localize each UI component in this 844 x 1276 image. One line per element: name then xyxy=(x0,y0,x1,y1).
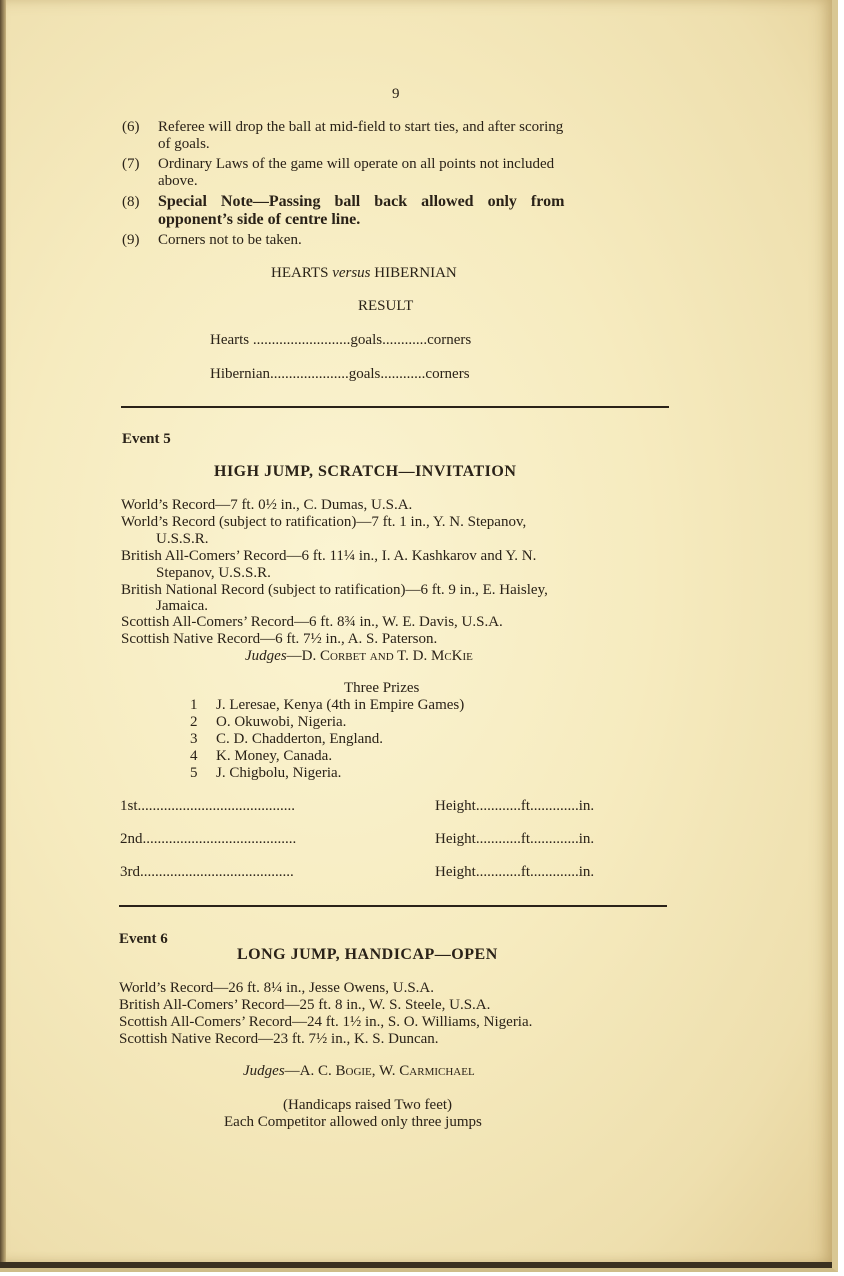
event-5-record-line: U.S.S.R. xyxy=(156,531,209,547)
placing-height-2nd: Height............ft.............in. xyxy=(435,831,595,847)
result-goals-label: goals xyxy=(348,366,381,382)
competitor-entry xyxy=(190,697,464,714)
in-label: in. xyxy=(578,864,595,880)
event-5-record-line: World’s Record (subject to ratification)—7 ft. 1 in., Y. N. Stepanov, xyxy=(121,514,527,530)
competitor-entry xyxy=(190,765,341,782)
match-versus: versus xyxy=(332,265,371,281)
height-label: Height xyxy=(435,864,476,880)
placing-label: 3rd xyxy=(120,864,140,880)
event-6-record-line: Scottish Native Record—23 ft. 7½ in., K. S. Duncan. xyxy=(119,1031,439,1047)
event-5-record-line: Scottish Native Record—6 ft. 7½ in., A. S. Paterson. xyxy=(121,631,438,647)
competitor-name: C. D. Chadderton, England. xyxy=(216,731,384,747)
event-5-record-line: British National Record (subject to ratification)—6 ft. 9 in., E. Haisley, xyxy=(121,582,548,598)
ft-label: ft xyxy=(520,798,530,814)
event-6-record-line: British All-Comers’ Record—25 ft. 8 in., W. S. Steele, U.S.A. xyxy=(119,997,491,1013)
placing-row-1st: 1st.......................................... xyxy=(120,798,296,814)
event-5-record-line: British All-Comers’ Record—6 ft. 11¼ in., I. A. Kashkarov and Y. N. xyxy=(121,548,537,564)
judges-label: Judges xyxy=(245,648,287,664)
event-6-note-handicaps: (Handicaps raised Two feet) xyxy=(283,1097,453,1113)
placing-label: 1st xyxy=(120,798,138,814)
competitor-entry xyxy=(190,714,346,731)
judges-names: —A. C. Bogie, W. Carmichael xyxy=(284,1063,475,1079)
rule-6-number: (6) xyxy=(122,119,140,135)
result-row-hibernian: Hibernian.....................goals............corners xyxy=(210,366,470,382)
in-label: in. xyxy=(578,831,595,847)
rule-9-number: (9) xyxy=(122,232,140,248)
event-5-record-line: World’s Record—7 ft. 0½ in., C. Dumas, U.S.A. xyxy=(121,497,413,513)
event-5-judges xyxy=(245,648,473,665)
height-label: Height xyxy=(435,798,476,814)
placing-height-1st: Height............ft.............in. xyxy=(435,798,595,814)
competitor-entry xyxy=(190,731,383,748)
placing-row-3rd: 3rd......................................... xyxy=(120,864,294,880)
rule-6-line1: Referee will drop the ball at mid-field to start ties, and after scoring xyxy=(158,119,564,135)
event-6-note-jumps: Each Competitor allowed only three jumps xyxy=(224,1114,482,1130)
event-6-label: Event 6 xyxy=(119,931,168,947)
page-bottom-edge xyxy=(0,1262,832,1268)
match-team-hearts: HEARTS xyxy=(271,265,329,281)
section-divider xyxy=(121,406,669,408)
judges-label: Judges xyxy=(243,1063,285,1079)
rule-8-line1: Special Note—Passing ball back allowed only from xyxy=(158,193,565,210)
match-team-hibernian: HIBERNIAN xyxy=(374,265,457,281)
competitor-number: 5 xyxy=(190,765,198,781)
rule-7-number: (7) xyxy=(122,156,140,172)
rule-9-line1: Corners not to be taken. xyxy=(158,232,302,248)
rule-6-line2: of goals. xyxy=(158,136,210,152)
event-5-record-line: Stepanov, U.S.S.R. xyxy=(156,565,271,581)
competitor-number: 3 xyxy=(190,731,198,747)
event-6-record-line: World’s Record—26 ft. 8¼ in., Jesse Owens, U.S.A. xyxy=(119,980,435,996)
competitor-number: 1 xyxy=(190,697,198,713)
match-title xyxy=(271,265,457,282)
result-row-hearts: Hearts ..........................goals............corners xyxy=(210,332,472,348)
result-heading: RESULT xyxy=(358,298,414,314)
result-corners-label: corners xyxy=(427,332,472,348)
placing-label: 2nd xyxy=(120,831,143,847)
competitor-number: 4 xyxy=(190,748,198,764)
judges-names: —D. Corbet and T. D. McKie xyxy=(286,648,473,664)
result-goals-label: goals xyxy=(350,332,383,348)
rule-7-line2: above. xyxy=(158,173,198,189)
result-corners-label: corners xyxy=(425,366,470,382)
competitor-name: K. Money, Canada. xyxy=(216,748,333,764)
event-5-record-line: Scottish All-Comers’ Record—6 ft. 8¾ in., W. E. Davis, U.S.A. xyxy=(121,614,503,630)
rule-8-number: (8) xyxy=(122,194,140,210)
competitor-number: 2 xyxy=(190,714,198,730)
prizes-heading: Three Prizes xyxy=(344,680,420,696)
page-edge-shadow xyxy=(0,0,6,1268)
section-divider xyxy=(119,905,667,907)
rule-7-line1: Ordinary Laws of the game will operate on all points not included xyxy=(158,156,555,172)
competitor-name: J. Chigbolu, Nigeria. xyxy=(216,765,342,781)
event-5-record-line: Jamaica. xyxy=(156,598,209,614)
event-5-title: HIGH JUMP, SCRATCH—INVITATION xyxy=(214,463,517,480)
ft-label: ft xyxy=(520,831,530,847)
event-5-label: Event 5 xyxy=(122,431,171,447)
event-6-judges xyxy=(243,1063,475,1080)
height-label: Height xyxy=(435,831,476,847)
competitor-name: J. Leresae, Kenya (4th in Empire Games) xyxy=(216,697,465,713)
competitor-name: O. Okuwobi, Nigeria. xyxy=(216,714,347,730)
rule-8-line2: opponent’s side of centre line. xyxy=(158,211,361,228)
page-number: 9 xyxy=(392,86,400,102)
in-label: in. xyxy=(578,798,595,814)
result-team-name: Hearts xyxy=(210,332,250,348)
ft-label: ft xyxy=(520,864,530,880)
competitor-entry xyxy=(190,748,332,765)
event-6-record-line: Scottish All-Comers’ Record—24 ft. 1½ in., S. O. Williams, Nigeria. xyxy=(119,1014,533,1030)
placing-height-3rd: Height............ft.............in. xyxy=(435,864,595,880)
placing-row-2nd: 2nd......................................... xyxy=(120,831,297,847)
event-6-title: LONG JUMP, HANDICAP—OPEN xyxy=(237,946,498,963)
result-team-name: Hibernian xyxy=(210,366,270,382)
